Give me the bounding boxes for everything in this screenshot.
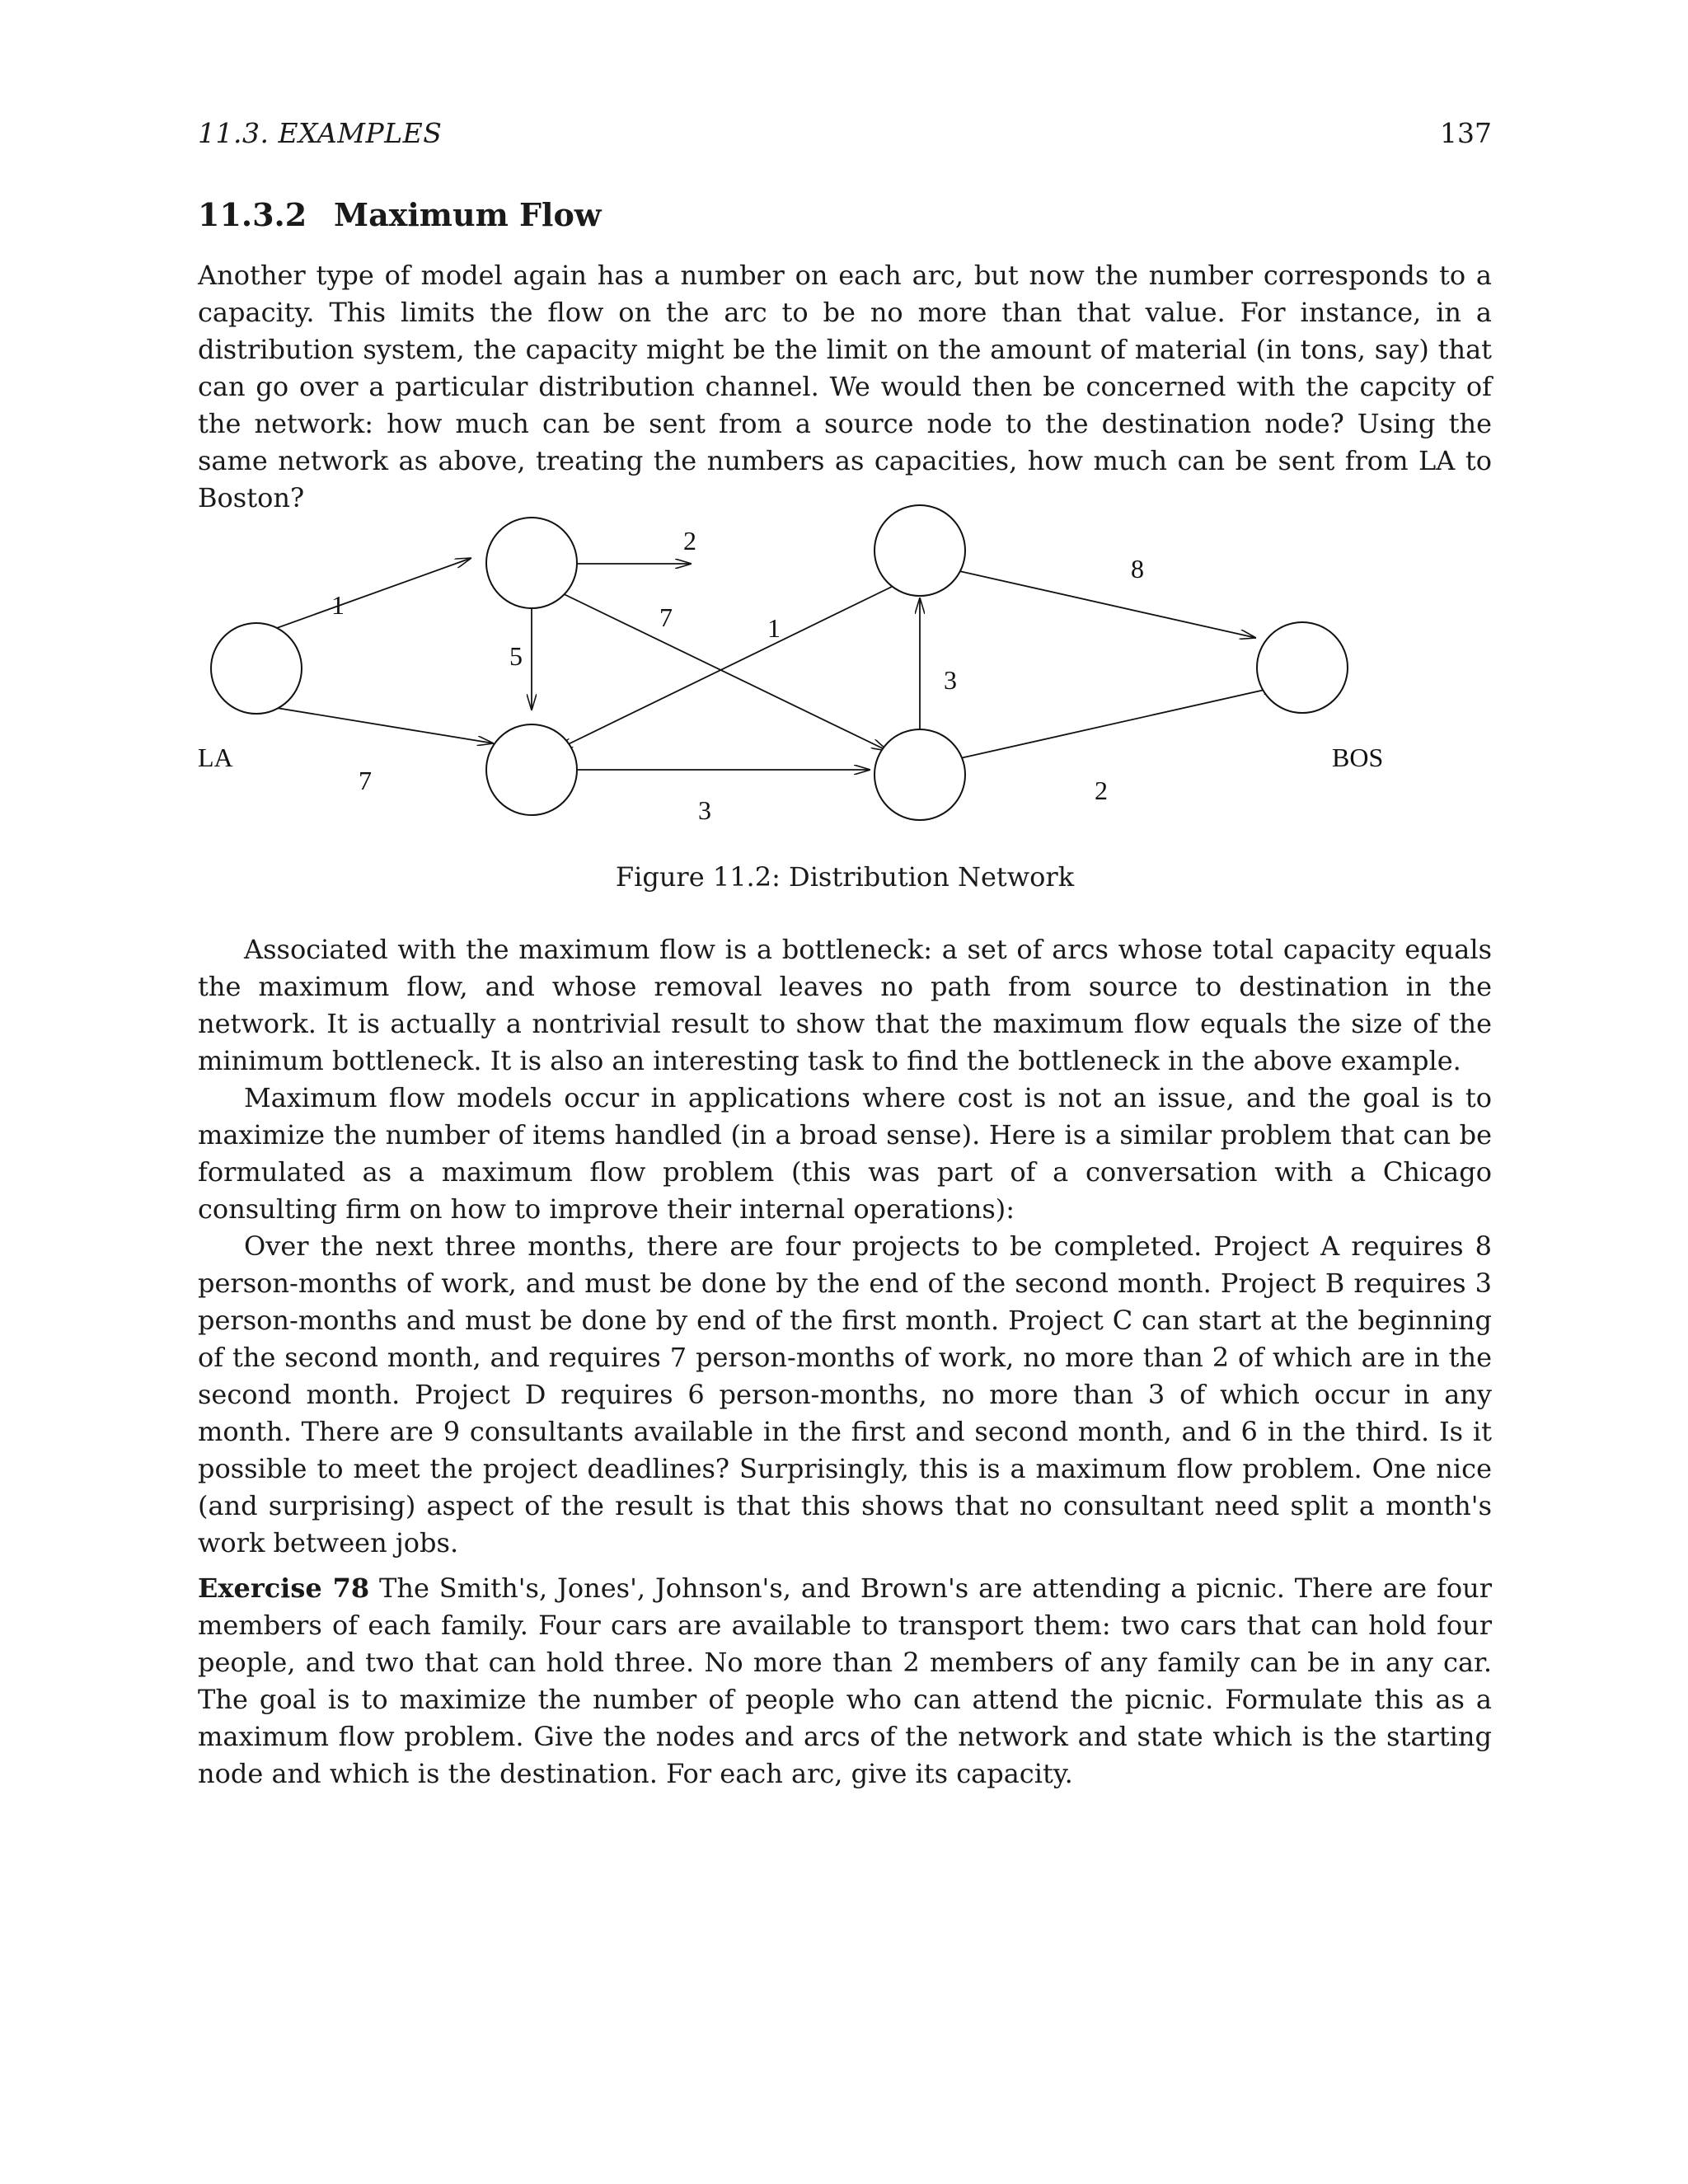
distribution-network-figure	[198, 494, 1492, 841]
node-upper-2	[874, 505, 965, 596]
chapter-heading: 11.3. EXAMPLES	[198, 117, 443, 149]
intro-paragraph: Another type of model again has a number on each arc, but now the number corresponds to a capacity. This limits the flow on the arc to be no more than that value. For instance, in a distribution system, the capacity might be the limit on the amount of material (in tons, say) that can go over a particular distribution channel. We would then be concerned with the capcity of the network: how much can be sent from a source node to the destination node? Using the same network as above, treating the numbers as capacities, how much can be sent from LA to Boston?	[198, 260, 1492, 513]
exercise-label: Exercise 78	[198, 1572, 370, 1604]
capacity-label: 1	[331, 590, 345, 620]
capacity-label: 3	[944, 665, 957, 695]
arc-la-lower1	[246, 703, 494, 743]
section-name: Maximum Flow	[334, 196, 602, 233]
node-bos	[1257, 622, 1348, 713]
arc-upper2-bos	[959, 571, 1256, 638]
capacity-label: 3	[698, 795, 711, 825]
arc-upper2-lower1	[556, 584, 897, 750]
capacity-label: 1	[767, 613, 781, 643]
running-head	[198, 117, 1492, 158]
capacity-label: 7	[359, 766, 372, 795]
capacity-label: 2	[683, 526, 696, 555]
node-lower-2	[874, 729, 965, 820]
figure-caption: Figure 11.2: Distribution Network	[615, 861, 1075, 893]
node-la	[211, 623, 302, 714]
section-title	[198, 196, 602, 233]
node-lower-1	[486, 724, 577, 815]
exercise-text: The Smith's, Jones', Johnson's, and Brown's are attending a picnic. There are four members of each family. Four cars are available to transport them: two cars that can hold four people, and two that can hold three. No more than 2 members of any family can be in any car. The goal is to maximize the number of people who can attend the picnic. Formulate this as a maximum flow problem. Give the nodes and arcs of the network and state which is the starting node and which is the destination. For each arc, give its capacity.	[198, 1572, 1492, 1789]
capacity-label: 5	[509, 641, 523, 671]
bottleneck-paragraph: Associated with the maximum flow is a bottleneck: a set of arcs whose total capacity equals the maximum flow, and whose removal leaves no path from source to destination in the network. It is actually a nontrivial result to show that the maximum flow equals the size of the minimum bottleneck. It is also an interesting task to find the bottleneck in the above example.	[198, 934, 1492, 1076]
source-label: LA	[198, 743, 233, 772]
capacity-label: 8	[1131, 554, 1144, 583]
projects-paragraph: Over the next three months, there are four projects to be completed. Project A requires 8 person-months of work, and must be done by the end of the second month. Project B requires 3 person-months and must be done by end of the first month. Project C can start at the beginning of the second month, and requires 7 person-months of work, no more than 2 of which are in the second month. Project D requires 6 person-months, no more than 3 of which occur in any month. There are 9 consultants available in the first and second month, and 6 in the third. Is it possible to meet the project deadlines? Surprisingly, this is a maximum flow problem. One nice (and surprising) aspect of the result is that this shows that no consultant need split a month's work between jobs.	[198, 1230, 1492, 1558]
exercise-paragraph	[198, 1570, 1492, 1793]
section-number: 11.3.2	[198, 196, 307, 233]
capacity-label: 7	[659, 602, 673, 632]
sink-label: BOS	[1332, 743, 1384, 772]
arc-lower2-bos	[960, 687, 1279, 758]
page-number: 137	[1440, 117, 1492, 149]
applications-paragraph: Maximum flow models occur in applications where cost is not an issue, and the goal is to maximize the number of items handled (in a broad sense). Here is a similar problem that can be formulated as a maximum flow problem (this was part of a conversation with a Chicago consulting firm on how to improve their internal operations):	[198, 1082, 1492, 1225]
arc-la-upper1	[245, 558, 471, 640]
node-upper-1	[486, 518, 577, 608]
capacity-label: 2	[1095, 776, 1108, 805]
